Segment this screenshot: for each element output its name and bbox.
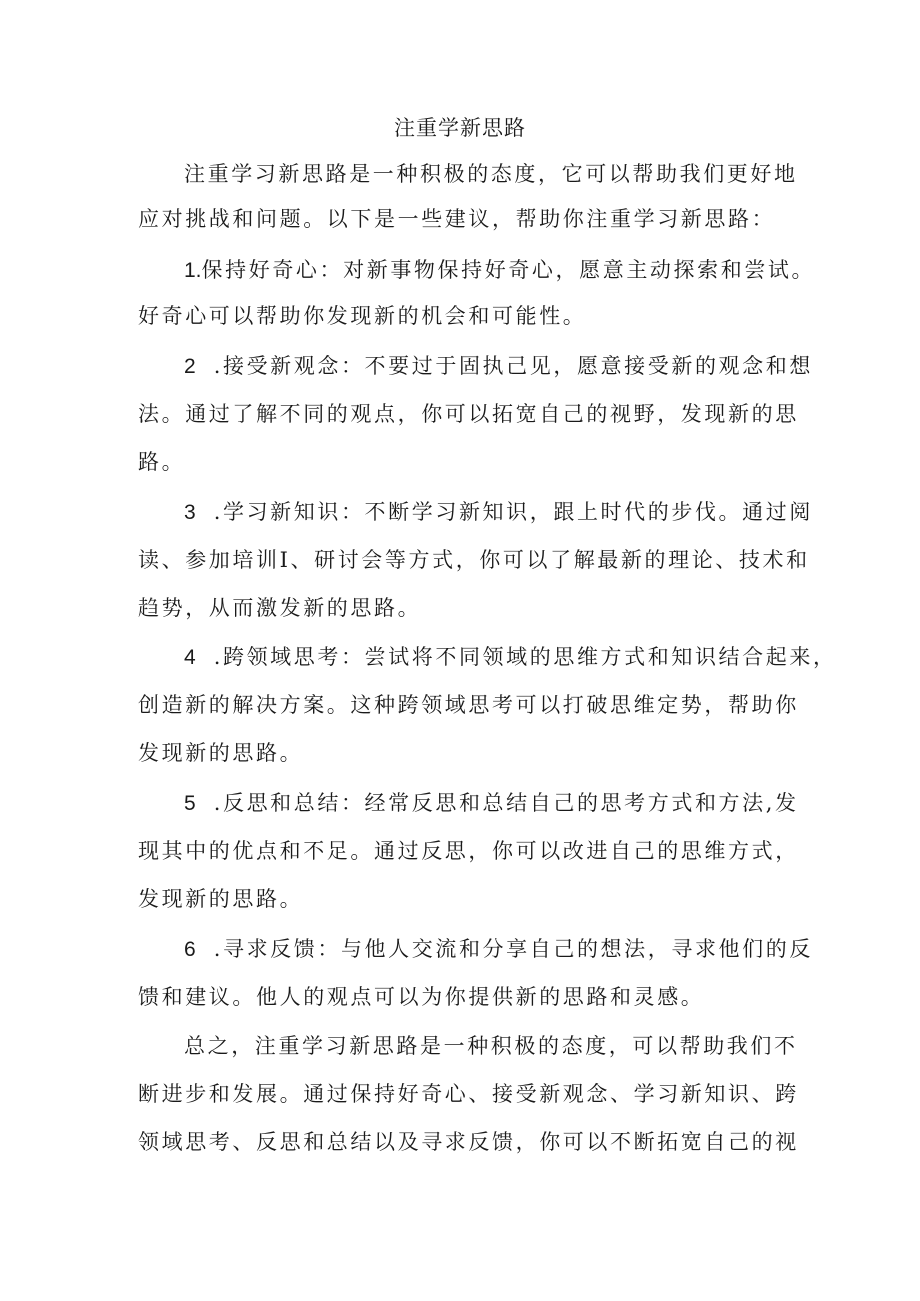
item-text: .跨领域思考：尝试将不同领域的思维方式和知识结合起来， [213, 645, 837, 669]
item-number: 3 [184, 501, 196, 524]
conclusion-line: 总之，注重学习新思路是一种积极的态度，可以帮助我们不 [184, 1034, 798, 1058]
item-text: .学习新知识：不断学习新知识，跟上时代的步伐。通过阅 [213, 500, 813, 524]
item-number: 1. [184, 259, 202, 282]
intro-line: 应对挑战和问题。以下是一些建议，帮助你注重学习新思路： [138, 207, 776, 231]
list-item-line: 馈和建议。他人的观点可以为你提供新的思路和灵感。 [138, 985, 705, 1009]
item-text: 保持好奇心：对新事物保持好奇心，愿意主动探索和尝试。 [201, 258, 816, 282]
list-item-line: 法。通过了解不同的观点，你可以拓宽自己的视野，发现新的思 [138, 402, 799, 426]
item-text: .接受新观念：不要过于固执己见，愿意接受新的观念和想 [213, 354, 813, 378]
document-title: 注重学新思路 [394, 116, 526, 140]
item-text: .反思和总结：经常反思和总结自己的思考方式和方法,发 [213, 791, 799, 815]
list-item-line: 读、参加培训I、研讨会等方式，你可以了解最新的理论、技术和 [138, 548, 810, 572]
item-number: 2 [184, 355, 196, 378]
list-item-line: 趋势，从而激发新的思路。 [138, 596, 422, 620]
item-number: 4 [184, 646, 196, 669]
list-item-3-first-line [184, 496, 813, 529]
conclusion-line: 领域思考、反思和总结以及寻求反馈，你可以不断拓宽自己的视 [138, 1130, 799, 1154]
list-item-line: 路。 [138, 450, 186, 474]
conclusion-line: 断进步和发展。通过保持好奇心、接受新观念、学习新知识、跨 [138, 1082, 799, 1106]
list-item-line: 好奇心可以帮助你发现新的机会和可能性。 [138, 304, 587, 328]
intro-line: 注重学习新思路是一种积极的态度，它可以帮助我们更好地 [184, 162, 798, 186]
list-item-5-first-line [184, 787, 798, 820]
item-number: 5 [184, 792, 196, 815]
item-text: .寻求反馈：与他人交流和分享自己的想法，寻求他们的反 [213, 937, 813, 961]
item-number: 6 [184, 938, 196, 961]
list-item-line: 发现新的思路。 [138, 741, 304, 765]
list-item-4-first-line [184, 641, 837, 674]
list-item-1-first-line [184, 254, 816, 287]
list-item-line: 现其中的优点和不足。通过反思，你可以改进自己的思维方式， [138, 839, 799, 863]
list-item-2-first-line [184, 350, 813, 383]
list-item-line: 创造新的解决方案。这种跨领域思考可以打破思维定势，帮助你 [138, 693, 799, 717]
list-item-6-first-line [184, 933, 813, 966]
list-item-line: 发现新的思路。 [138, 887, 304, 911]
